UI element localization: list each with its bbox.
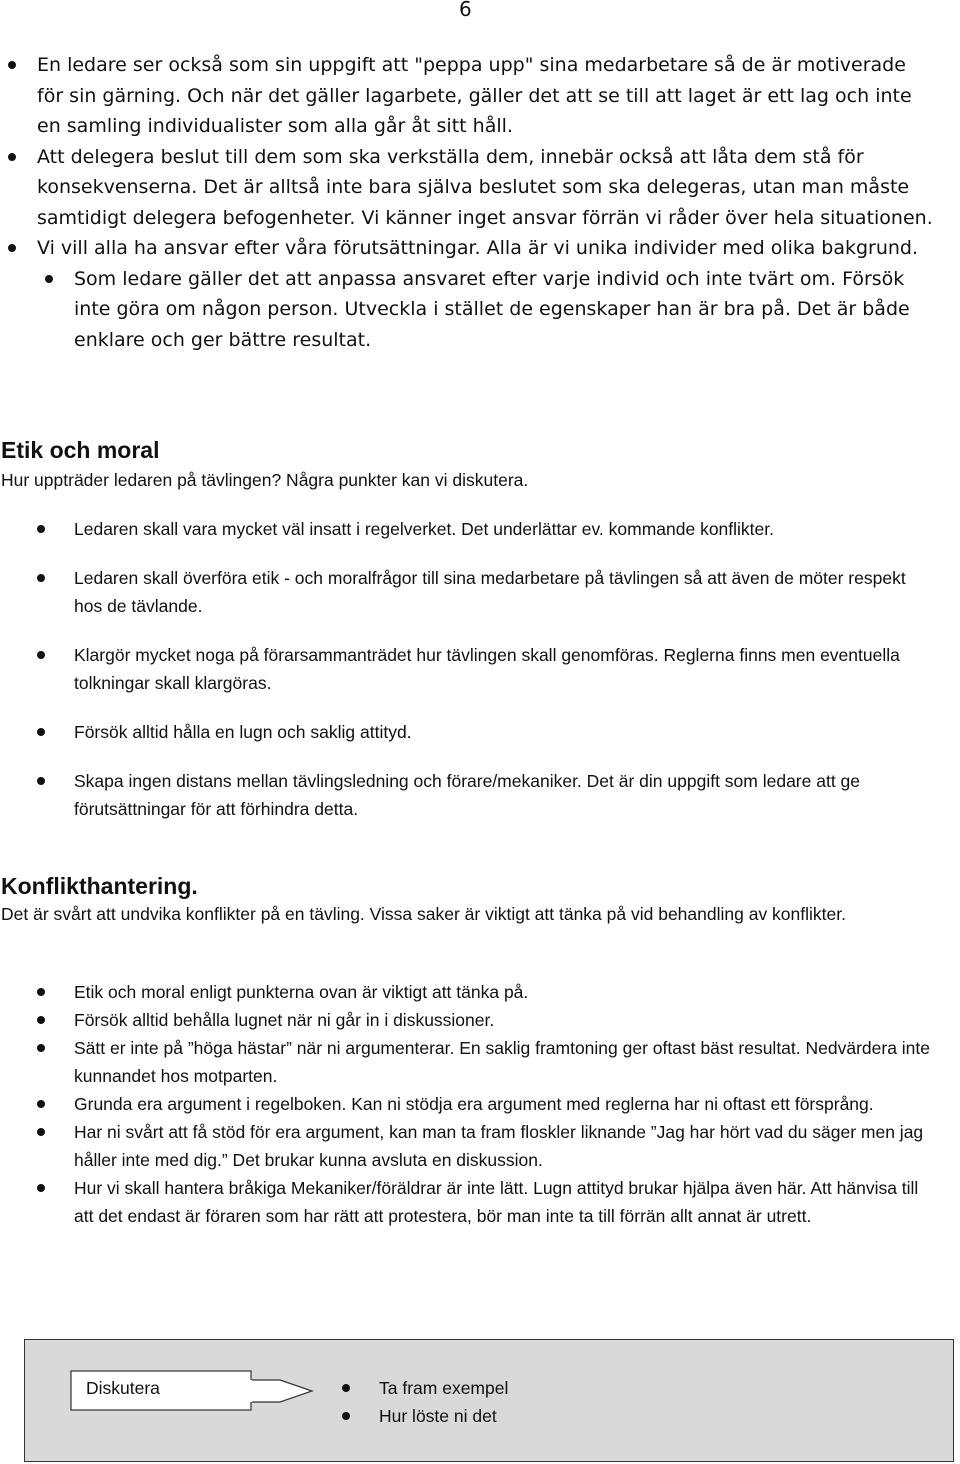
bullet-icon [37,1100,45,1108]
list-item [74,1006,934,1034]
bullet-icon [45,275,53,283]
bullet-icon [8,153,16,161]
bullet-icon [8,244,16,252]
etik-intro: Hur uppträder ledaren på tävlingen? Några punkter kan vi diskutera. [1,470,529,490]
list-item-text: Som ledare gäller det att anpassa ansvaret efter varje individ och inte tvärt om. Försök inte göra om någon person. Utveckla i stället de egenskaper han är bra på. Det är både enklare och ger bättre resultat. [74,267,910,351]
bullet-icon [342,1412,350,1420]
list-item [37,50,937,142]
bullet-icon [37,1184,45,1192]
list-item-text: Grunda era argument i regelboken. Kan ni stödja era argument med reglerna har ni oftast ett försprång. [74,1094,874,1114]
list-item [74,718,934,746]
bullet-icon [37,574,45,582]
list-item [37,142,937,234]
bullet-icon [37,651,45,659]
list-item-text: Sätt er inte på ”höga hästar” när ni argumenterar. En saklig framtoning ger oftast bäst resultat. Nedvärdera inte kunnandet hos motparten. [74,1038,931,1086]
list-item-text: En ledare ser också som sin uppgift att "peppa upp" sina medarbetare så de är motiverade för sin gärning. Och när det gäller lagarbete, gäller det att se till att laget är ett lag och inte en samling individualister som alla går åt sitt håll. [37,54,912,137]
list-item-text: Försök alltid behålla lugnet när ni går in i diskussioner. [74,1010,495,1030]
bullet-icon [37,728,45,736]
list-item [74,1034,934,1090]
list-item [74,1174,934,1230]
list-item [74,515,934,543]
list-item-text: Ledaren skall överföra etik - och moralfrågor till sina medarbetare på tävlingen så att även de möter respekt hos de tävlande. [74,568,906,616]
list-item [74,767,934,823]
etik-heading: Etik och moral [1,437,160,463]
leadership-list [37,50,937,355]
bullet-icon [37,525,45,533]
list-item-text: Klargör mycket noga på förarsammanträdet hur tävlingen skall genomföras. Reglerna finns men eventuella tolkningar skall klargöras. [74,645,900,693]
bullet-icon [342,1384,350,1392]
discussion-box [24,1339,954,1462]
list-item [37,264,937,356]
list-item-text: Etik och moral enligt punkterna ovan är viktigt att tänka på. [74,982,529,1002]
bullet-icon [37,1128,45,1136]
list-item [379,1402,960,1430]
list-item-text: Hur löste ni det [379,1406,497,1426]
discussion-label: Diskutera [86,1378,160,1398]
list-item [37,233,937,264]
list-item-text: Försök alltid hålla en lugn och saklig attityd. [74,722,412,742]
konflikt-list [74,978,934,1230]
bullet-icon [37,1044,45,1052]
list-item-text: Har ni svårt att få stöd för era argument, kan man ta fram floskler liknande ”Jag har hört vad du säger men jag håller inte med dig.” Det brukar kunna avsluta en diskussion. [74,1122,924,1170]
list-item [74,641,934,697]
list-item [74,1118,934,1174]
list-item-text: Vi vill alla ha ansvar efter våra förutsättningar. Alla är vi unika individer med olika bakgrund. [37,237,919,259]
bullet-icon [8,61,16,69]
list-item [74,564,934,620]
list-item-text: Att delegera beslut till dem som ska verkställa dem, innebär också att låta dem stå för konsekvenserna. Det är alltså inte bara själva beslutet som ska delegeras, utan man måste samtidigt delegera befogenheter. Vi känner inget ansvar förrän vi råder över hela situationen. [37,145,933,229]
list-item [379,1374,960,1402]
konflikt-intro: Det är svårt att undvika konflikter på en tävling. Vissa saker är viktigt att tänka på vid behandling av konflikter. [1,904,846,924]
list-item [74,1090,934,1118]
page-number: 6 [459,0,472,21]
etik-list [74,515,934,844]
list-item-text: Hur vi skall hantera bråkiga Mekaniker/föräldrar är inte lätt. Lugn attityd brukar hjälpa även här. Att hänvisa till att det endast är föraren som har rätt att protestera, bör man inte ta till förrän allt annat är utrett. [74,1178,919,1226]
list-item-text: Ledaren skall vara mycket väl insatt i regelverket. Det underlättar ev. kommande konflikter. [74,519,774,539]
bullet-icon [37,988,45,996]
list-item-text: Ta fram exempel [379,1378,509,1398]
list-item [74,978,934,1006]
list-item-text: Skapa ingen distans mellan tävlingsledning och förare/mekaniker. Det är din uppgift som ledare att ge förutsättningar för att förhindra detta. [74,771,861,819]
discussion-list [379,1374,960,1430]
bullet-icon [37,1016,45,1024]
bullet-icon [37,777,45,785]
konflikt-heading: Konflikthantering. [1,873,198,899]
